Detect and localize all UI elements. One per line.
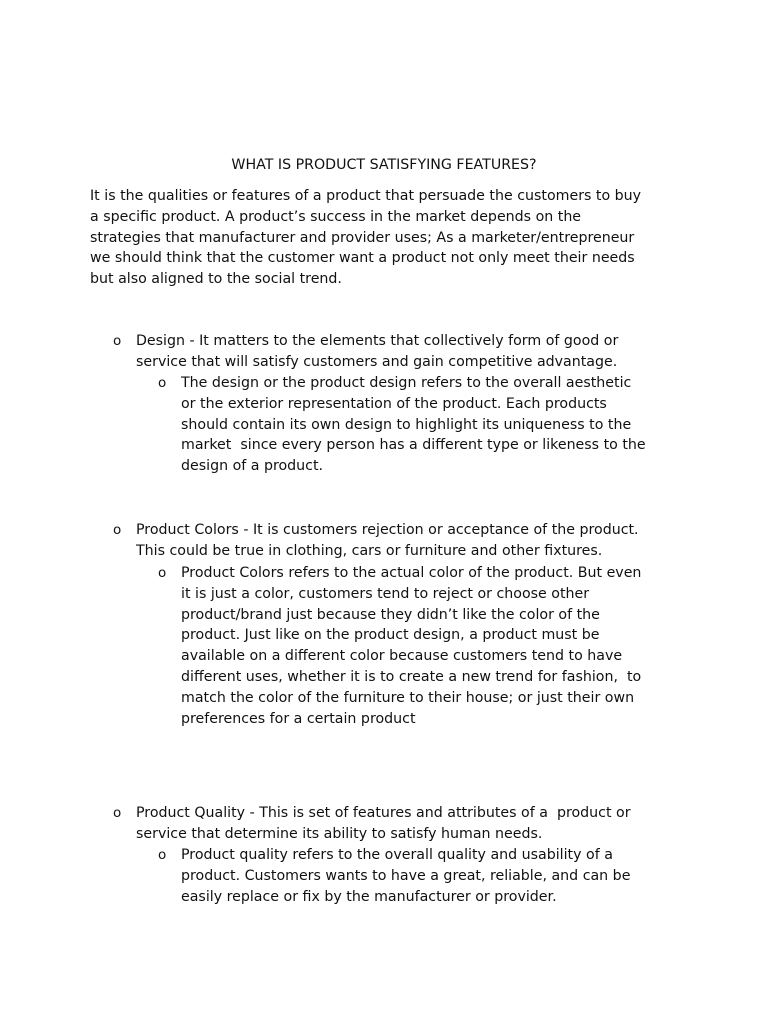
- bullet-marker: o: [113, 522, 122, 538]
- section-colors-subtext: Product Colors refers to the actual color of the product. But even it is just a color, customers tend to reject or choose other product/brand just because they didn’t like the color of the product. Just like on the product design, a product must be available on a different color because customers tend to have different uses, whether it is to create a new trend for fashion, to match the color of the furniture to their house; or just their own preferences for a certain product: [181, 565, 642, 727]
- sub-bullet-marker: o: [158, 565, 167, 581]
- page-title: WHAT IS PRODUCT SATISFYING FEATURES?: [231, 157, 537, 173]
- intro-paragraph: It is the qualities or features of a product that persuade the customers to buy a specific product. A product’s success in the market depends on the strategies that manufacturer and provider uses; As a marketer/entrepreneur we should think that the customer want a product not only meet their needs but also aligned to the social trend.: [90, 188, 642, 288]
- section-design-subtext: The design or the product design refers to the overall aesthetic or the exterior representation of the product. Each products should contain its own design to highlight its uniqueness to the market since every person has a different type or likeness to the design of a product.: [181, 375, 646, 475]
- section-quality-text: Product Quality - This is set of features and attributes of a product or service that determine its ability to satisfy human needs.: [136, 805, 631, 842]
- bullet-marker: o: [113, 333, 122, 349]
- sub-bullet-marker: o: [158, 847, 167, 863]
- section-design-text: Design - It matters to the elements that collectively form of good or service that will satisfy customers and gain competitive advantage.: [136, 333, 619, 370]
- section-quality-subtext: Product quality refers to the overall quality and usability of a product. Customers wants to have a great, reliable, and can be easily replace or fix by the manufacturer or provider.: [181, 847, 631, 905]
- section-colors-text: Product Colors - It is customers rejection or acceptance of the product. This could be true in clothing, cars or furniture and other fixtures.: [136, 522, 639, 559]
- sub-bullet-marker: o: [158, 375, 167, 391]
- bullet-marker: o: [113, 805, 122, 821]
